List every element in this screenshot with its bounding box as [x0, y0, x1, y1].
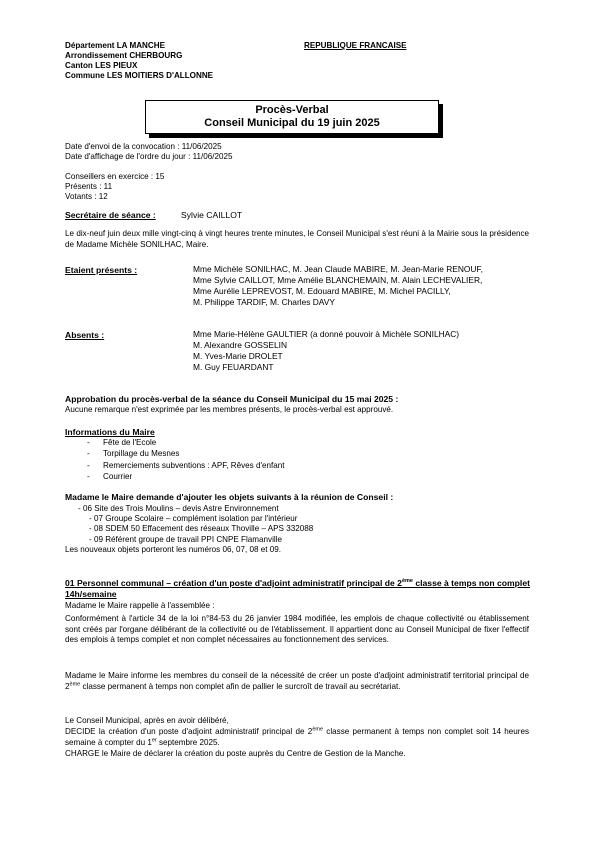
present-list: [193, 264, 483, 308]
absent-line: Mme Marie-Hélène GAULTIER (a donné pouvoir à Michèle SONILHAC): [193, 329, 460, 339]
list-item: - Torpillage du Mesnes: [87, 448, 285, 459]
secretary-value: Sylvie CAILLOT: [181, 210, 243, 220]
date-affichage: Date d'affichage de l'ordre du jour : 11/06/2025: [65, 152, 233, 161]
date-convocation: Date d'envoi de la convocation : 11/06/2025: [65, 142, 222, 151]
header-arrondissement: Arrondissement CHERBOURG: [65, 51, 183, 60]
section-01-title: 01 Personnel communal – création d'un poste d'adjoint administratif principal de 2ème classe à temps non complet 14h/semaine: [65, 578, 530, 599]
list-item: - 08 SDEM 50 Effacement des réseaux Thoville – APS 332088: [89, 524, 314, 534]
added-title: Madame le Maire demande d'ajouter les objets suivants à la réunion de Conseil :: [65, 492, 394, 502]
approval-title: Approbation du procès-verbal de la séance du Conseil Municipal du 15 mai 2025 :: [65, 394, 399, 404]
present-label: Etaient présents :: [65, 265, 138, 275]
count-exercice: Conseillers en exercice : 15: [65, 172, 165, 181]
section-01-paragraph-1: Conformément à l'article 34 de la loi n°84-53 du 26 janvier 1984 modifiée, les emplois de chaque collectivité ou établissement sont créés par l'organe délibérant de la collectivité ou de l'établissement. Il appartient donc au Conseil Municipal de fixer l'effectif des emplois à temps complet et non complet nécessaires au fonctionnement des services.: [65, 614, 529, 645]
title-line-2: Conseil Municipal du 19 juin 2025: [204, 117, 380, 129]
header-commune: Commune LES MOITIERS D'ALLONNE: [65, 71, 214, 80]
title-box: [145, 100, 439, 134]
section-01-charge: CHARGE le Maire de déclarer la création du poste auprès du Centre de Gestion de la Manche.: [65, 749, 406, 758]
present-line: M. Philippe TARDIF, M. Charles DAVY: [193, 297, 335, 307]
title-line-1: Procès-Verbal: [255, 104, 329, 116]
intro-paragraph: Le dix-neuf juin deux mille vingt-cinq à vingt heures trente minutes, le Conseil Municipal s'est réuni à la Mairie sous la présidence de Madame Michèle SONILHAC, Maire.: [65, 229, 529, 249]
section-01-recall: Madame le Maire rappelle à l'assemblée :: [65, 601, 215, 610]
section-01-paragraph-2: Madame le Maire informe les membres du conseil de la nécessité de créer un poste d'adjoint administratif territorial principal de 2ème classe permanent à temps non complet afin de pallier le surcroît de travail au secrétariat.: [65, 671, 529, 691]
absent-line: M. Alexandre GOSSELIN: [193, 340, 288, 350]
approval-text: Aucune remarque n'est exprimée par les membres présents, le procès-verbal est approuvé.: [65, 405, 394, 414]
list-item: - 07 Groupe Scolaire – complément isolation par l'intérieur: [89, 514, 298, 524]
list-item: - 09 Référent groupe de travail PPI CNPE Flamanville: [89, 534, 282, 544]
list-item: - Courrier: [87, 471, 285, 482]
added-note: Les nouveaux objets porteront les numéros 06, 07, 08 et 09.: [65, 544, 281, 554]
info-list: [87, 437, 285, 483]
absent-line: M. Yves-Marie DROLET: [193, 351, 283, 361]
section-01-after: Le Conseil Municipal, après en avoir délibéré,: [65, 716, 229, 725]
header-canton: Canton LES PIEUX: [65, 61, 138, 70]
count-presents: Présents : 11: [65, 182, 113, 191]
absent-line: M. Guy FEUARDANT: [193, 362, 274, 372]
list-item: - Remerciements subventions : APF, Rêves d'enfant: [87, 460, 285, 471]
present-line: Mme Aurélie LEPREVOST, M. Edouard MABIRE, M. Michel PACILLY,: [193, 286, 451, 296]
list-item: - Fête de l'Ecole: [87, 437, 285, 448]
info-title: Informations du Maire: [65, 427, 155, 437]
section-01-decide: DECIDE la création d'un poste d'adjoint administratif principal de 2ème classe permanent à temps non complet soit 14 heures semaine à compter du 1er septembre 2025.: [65, 726, 529, 747]
added-list: [65, 504, 313, 555]
list-item: - 06 Site des Trois Moulins – devis Astre Environnement: [78, 504, 279, 513]
present-line: Mme Sylvie CAILLOT, Mme Amélie BLANCHEMAIN, M. Alain LECHEVALIER,: [193, 275, 483, 285]
present-line: Mme Michèle SONILHAC, M. Jean Claude MABIRE, M. Jean-Marie RENOUF,: [193, 264, 483, 274]
absent-list: [193, 329, 459, 373]
header-republic: REPUBLIQUE FRANCAISE: [304, 41, 407, 50]
secretary-label: Secrétaire de séance :: [65, 210, 156, 220]
header-department: Département LA MANCHE: [65, 41, 165, 50]
count-votants: Votants : 12: [65, 192, 108, 201]
absent-label: Absents :: [65, 330, 105, 340]
